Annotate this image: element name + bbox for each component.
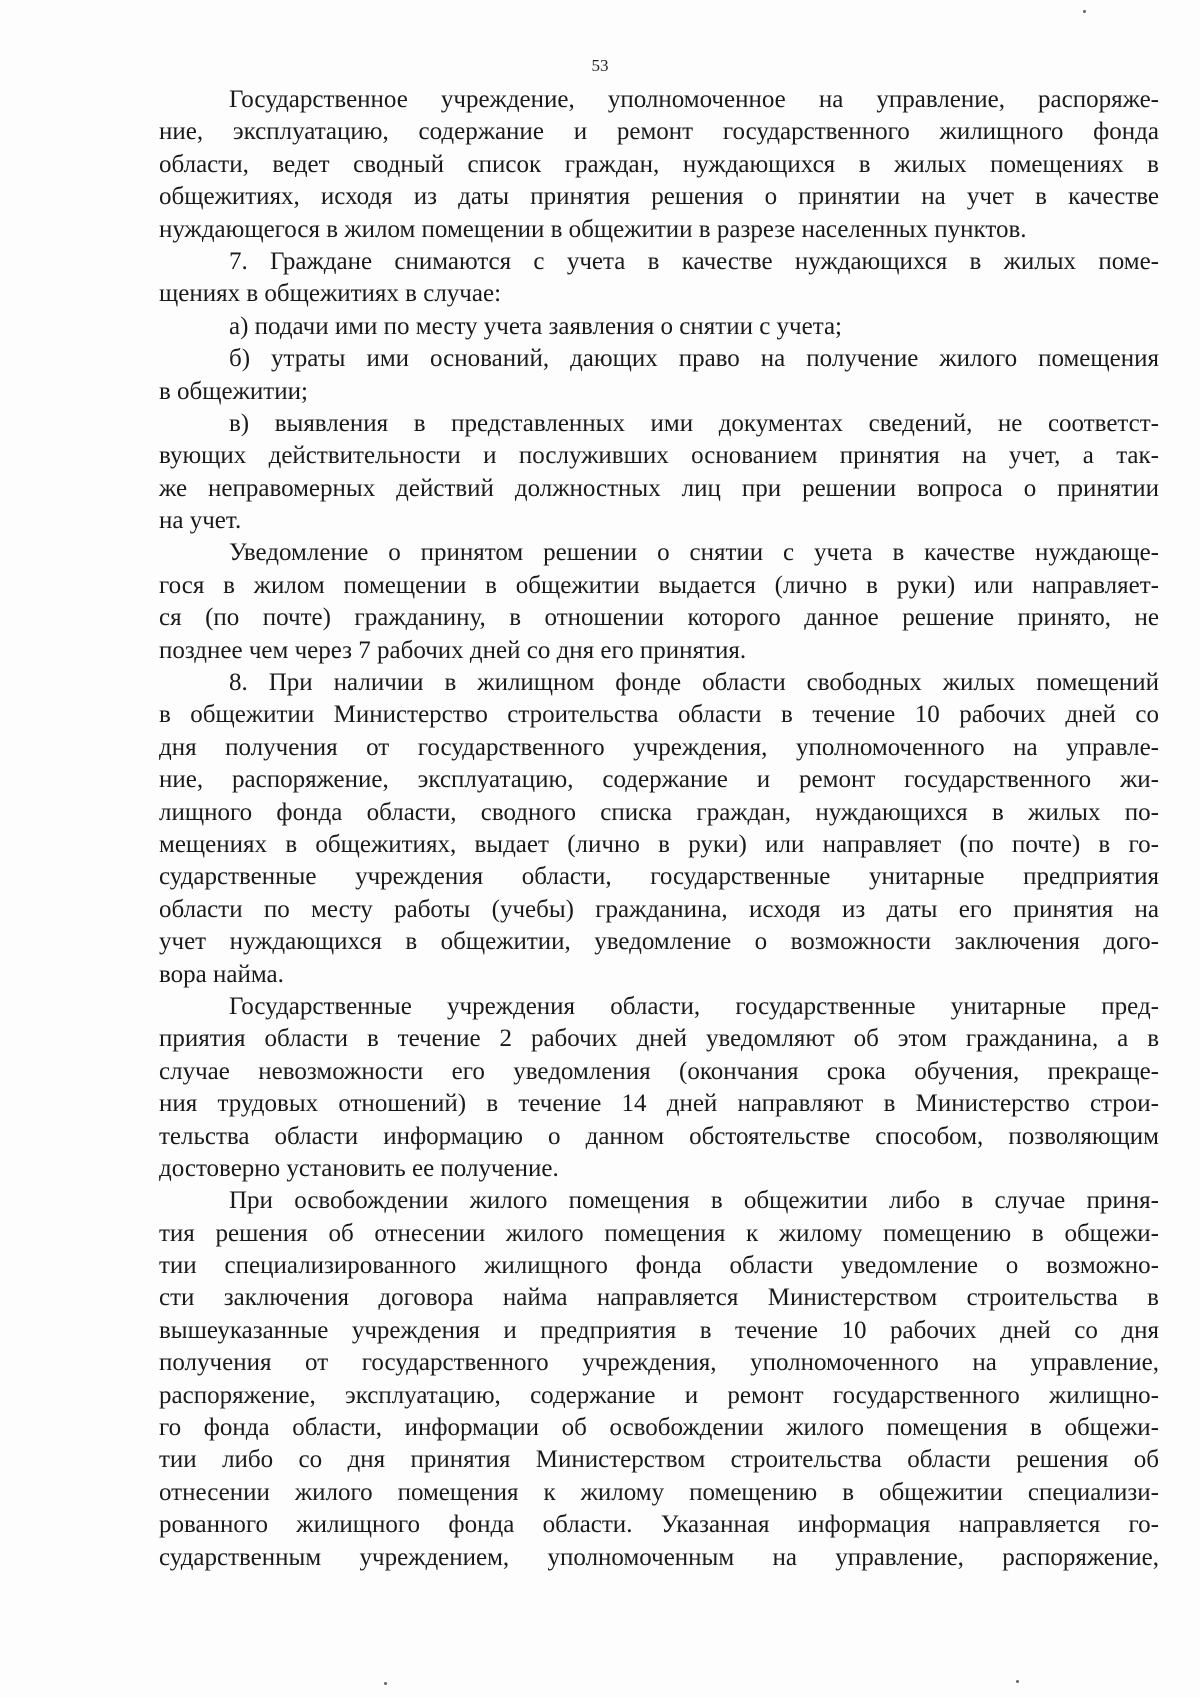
text-line: щениях в общежитиях в случае:	[159, 280, 502, 308]
text-line: б) утраты ими оснований, дающих право на получение жилого помещения	[229, 345, 1159, 373]
text-line: вора найма.	[159, 960, 284, 988]
page-number: 53	[591, 56, 609, 75]
text-line: тии специализированного жилищного фонда области уведомление о возможно-	[159, 1252, 1159, 1280]
text-line: ся (по почте) гражданину, в отношении которого данное решение принято, не	[159, 604, 1159, 632]
scan-speck	[1083, 10, 1086, 13]
text-line: учет нуждающихся в общежитии, уведомление о возможности заключения дого-	[159, 928, 1159, 956]
scan-speck	[1016, 1680, 1019, 1683]
text-line: в общежитии;	[159, 377, 308, 405]
document-body	[159, 84, 1159, 1574]
text-line: вующих действительности и послуживших основанием принятия на учет, а так-	[159, 442, 1159, 470]
text-line: сударственные учреждения области, государственные унитарные предприятия	[159, 863, 1159, 891]
text-line: позднее чем через 7 рабочих дней со дня его принятия.	[159, 636, 747, 664]
text-line: приятия области в течение 2 рабочих дней уведомляют об этом гражданина, а в	[159, 1025, 1159, 1053]
text-line: же неправомерных действий должностных лиц при решении вопроса о принятии	[159, 474, 1159, 502]
text-line: случае невозможности его уведомления (окончания срока обучения, прекраще-	[159, 1057, 1159, 1085]
text-line: достоверно установить ее получение.	[159, 1154, 559, 1182]
text-line: распоряжение, эксплуатацию, содержание и ремонт государственного жилищно-	[159, 1381, 1159, 1409]
text-line: рованного жилищного фонда области. Указанная информация направляется го-	[159, 1511, 1159, 1539]
text-line: дня получения от государственного учреждения, уполномоченного на управле-	[159, 733, 1159, 761]
text-line: лищного фонда области, сводного списка граждан, нуждающихся в жилых по-	[159, 798, 1159, 826]
text-line: сти заключения договора найма направляется Министерством строительства в	[159, 1284, 1159, 1312]
text-line: тия решения об отнесении жилого помещения к жилому помещению в общежи-	[159, 1219, 1159, 1247]
text-line: области по месту работы (учебы) гражданина, исходя из даты его принятия на	[159, 895, 1159, 923]
text-line: ние, эксплуатацию, содержание и ремонт государственного жилищного фонда	[159, 118, 1159, 146]
text-line: гося в жилом помещении в общежитии выдается (лично в руки) или направляет-	[159, 571, 1159, 599]
text-line: в общежитии Министерство строительства области в течение 10 рабочих дней со	[159, 701, 1159, 729]
text-line: сударственным учреждением, уполномоченным на управление, распоряжение,	[159, 1543, 1159, 1571]
text-line: го фонда области, информации об освобождении жилого помещения в общежи-	[159, 1414, 1159, 1442]
text-line: в) выявления в представленных ими документах сведений, не соответст-	[229, 409, 1159, 437]
scan-speck	[384, 1682, 387, 1685]
text-line: мещениях в общежитиях, выдает (лично в руки) или направляет (по почте) в го-	[159, 830, 1159, 858]
text-line: а) подачи ими по месту учета заявления о снятии с учета;	[229, 312, 843, 340]
text-line: Государственное учреждение, уполномоченное на управление, распоряже-	[229, 86, 1159, 113]
text-line: тельства области информацию о данном обстоятельстве способом, позволяющим	[159, 1122, 1159, 1150]
text-line: нуждающегося в жилом помещении в общежитии в разрезе населенных пунктов.	[159, 215, 1027, 243]
text-line: тии либо со дня принятия Министерством строительства области решения об	[159, 1446, 1159, 1474]
text-line: общежитиях, исходя из даты принятия решения о принятии на учет в качестве	[159, 183, 1159, 211]
text-line: отнесении жилого помещения к жилому помещению в общежитии специализи-	[159, 1478, 1159, 1506]
text-line: области, ведет сводный список граждан, нуждающихся в жилых помещениях в	[159, 150, 1159, 178]
text-line: 7. Граждане снимаются с учета в качестве нуждающихся в жилых поме-	[229, 247, 1159, 275]
text-line: При освобождении жилого помещения в общежитии либо в случае приня-	[229, 1187, 1159, 1215]
text-line: на учет.	[159, 507, 242, 535]
text-line: получения от государственного учреждения, уполномоченного на управление,	[159, 1349, 1159, 1377]
text-line: Государственные учреждения области, государственные унитарные пред-	[229, 992, 1159, 1020]
text-line: Уведомление о принятом решении о снятии с учета в качестве нуждающе-	[229, 539, 1159, 567]
text-line: ние, распоряжение, эксплуатацию, содержание и ремонт государственного жи-	[159, 766, 1159, 794]
text-line: 8. При наличии в жилищном фонде области свободных жилых помещений	[229, 669, 1159, 697]
text-line: ния трудовых отношений) в течение 14 дней направляют в Министерство строи-	[159, 1090, 1159, 1118]
text-line: вышеуказанные учреждения и предприятия в течение 10 рабочих дней со дня	[159, 1316, 1159, 1344]
